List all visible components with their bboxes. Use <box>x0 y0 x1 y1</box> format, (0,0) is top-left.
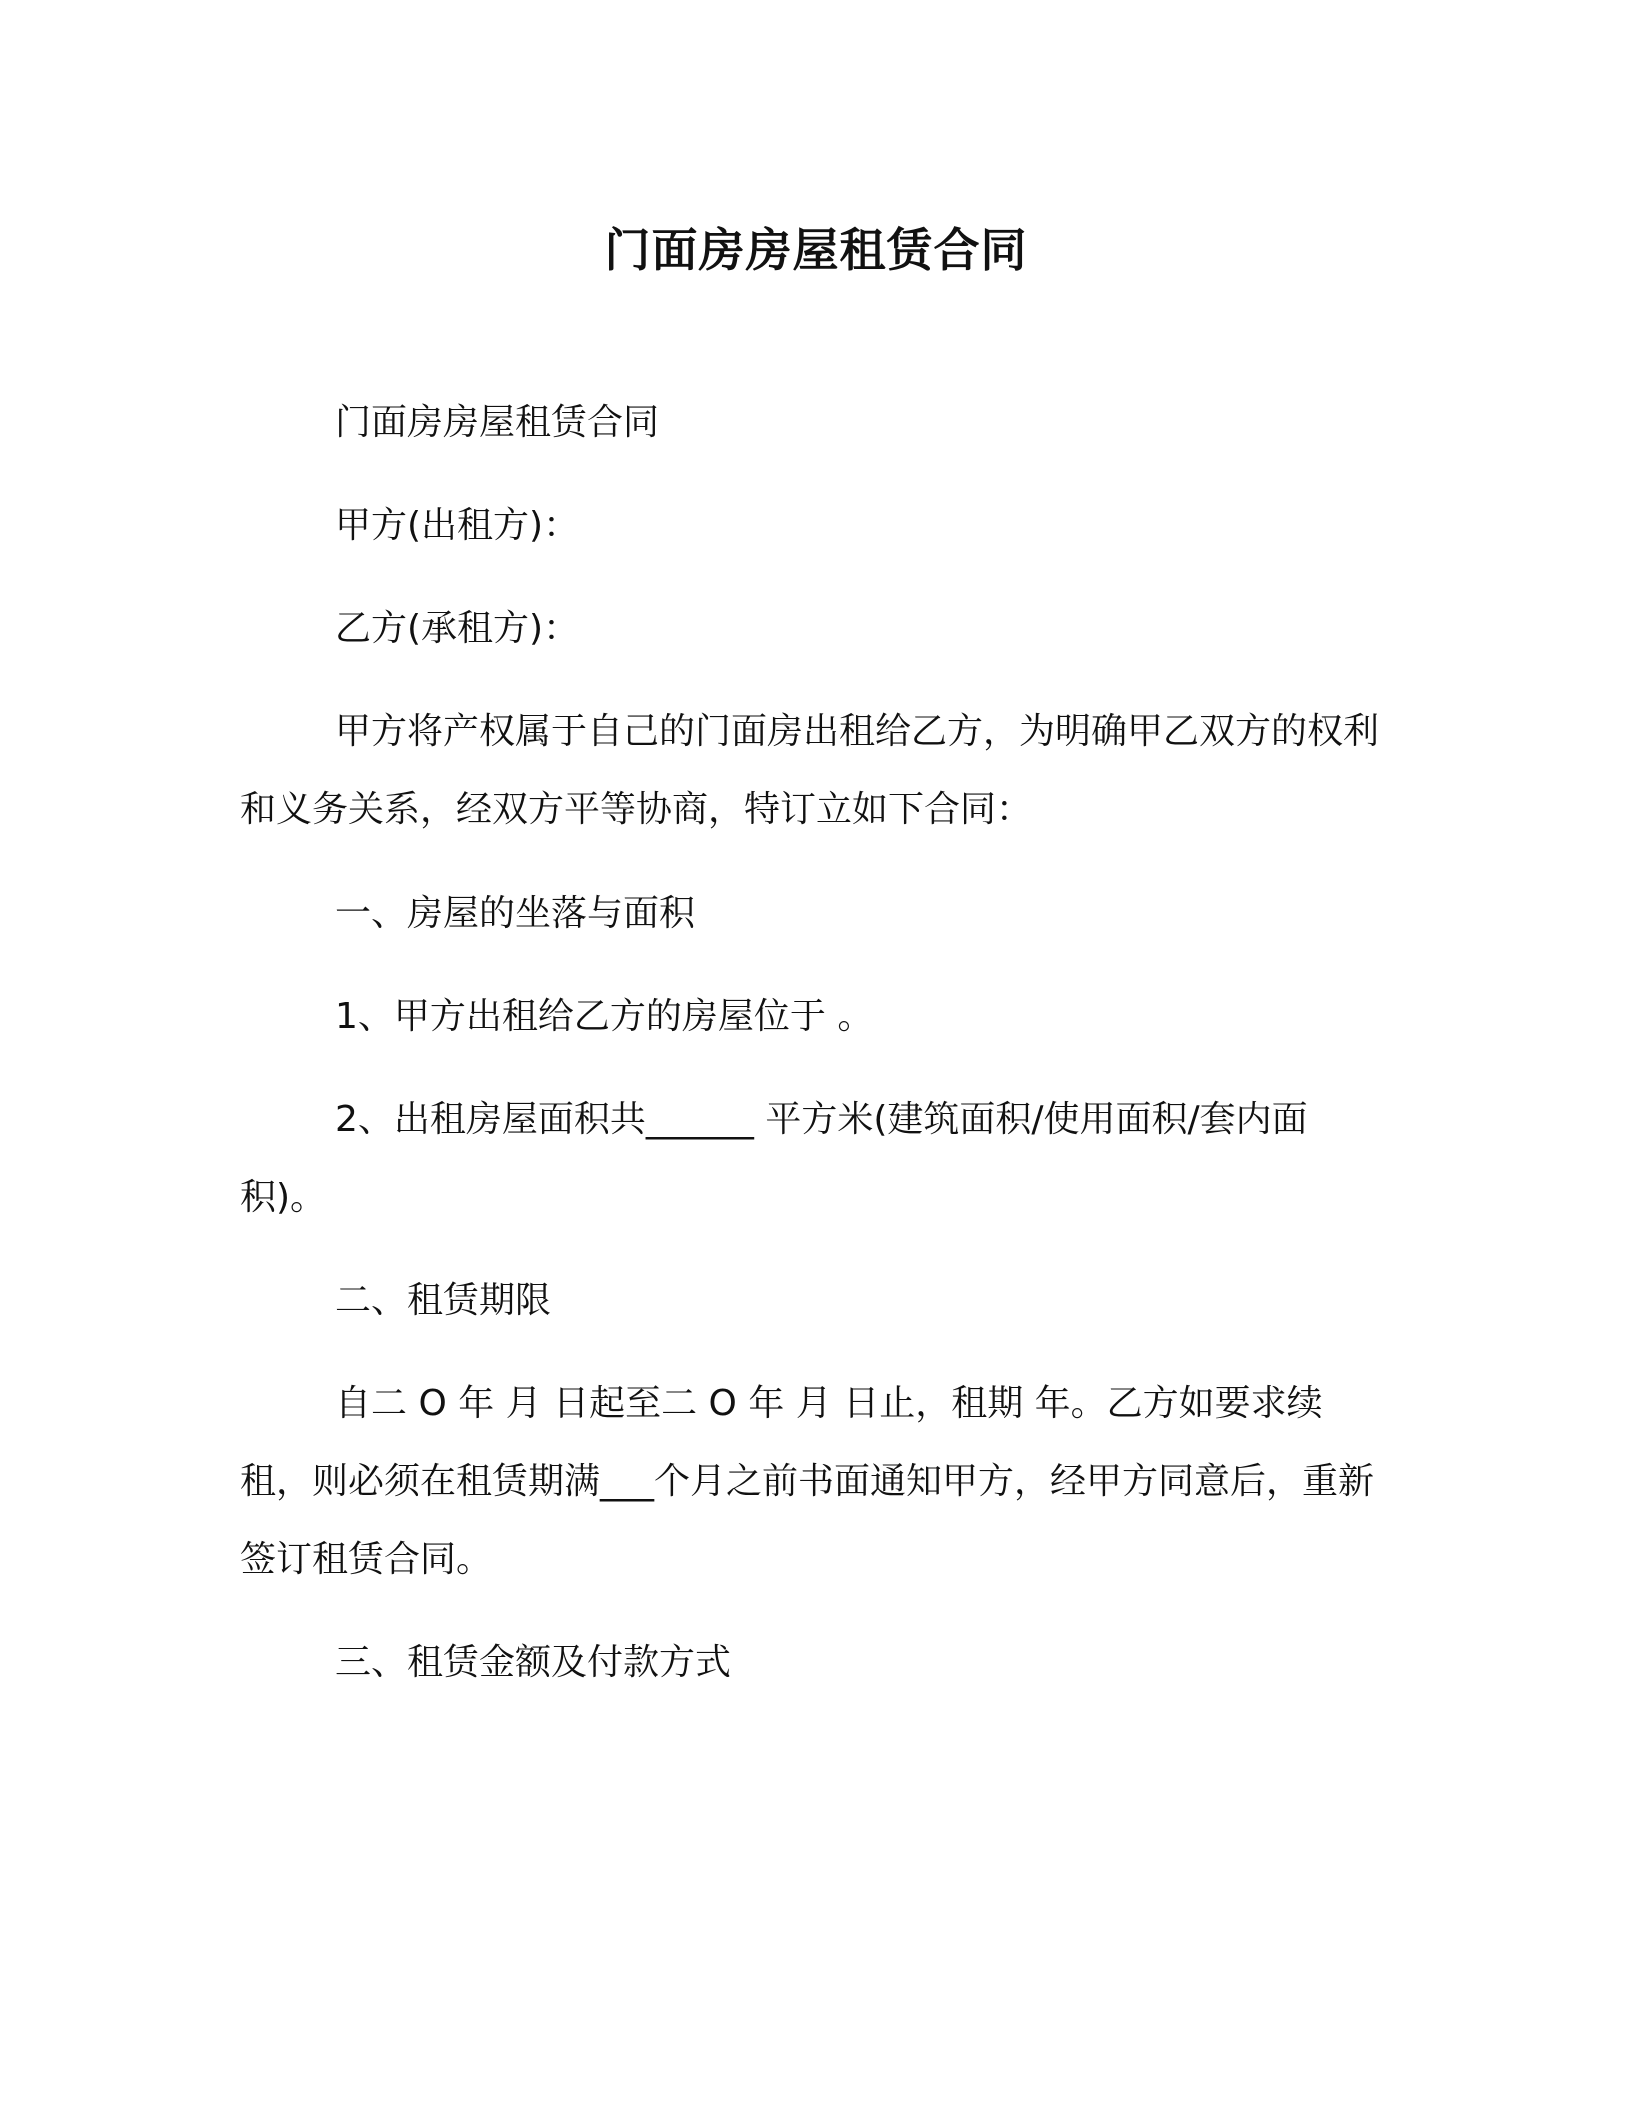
section-heading-rent-payment: 三、租赁金额及付款方式 <box>335 1642 732 1683</box>
clause-1-1: 1、甲方出租给乙方的房屋位于 。 <box>335 996 874 1037</box>
paragraph-preamble: 甲方将产权属于自己的门面房出租给乙方，为明确甲乙双方的权利和义务关系，经双方平等协商，特订立如下合同： <box>240 711 1380 830</box>
section-heading-lease-term: 二、租赁期限 <box>335 1280 552 1321</box>
section-heading-location-area: 一、房屋的坐落与面积 <box>335 893 696 934</box>
paragraph-subtitle: 门面房房屋租赁合同 <box>335 402 660 443</box>
paragraph-party-b: 乙方(承租方)： <box>335 608 580 649</box>
paragraph-party-a: 甲方(出租方)： <box>335 505 580 546</box>
document-title: 门面房房屋租赁合同 <box>604 223 1028 277</box>
clause-lease-term: 自二 O 年 月 日起至二 O 年 月 日止，租期 年。乙方如要求续租，则必须在租赁期满___个月之前书面通知甲方，经甲方同意后，重新签订租赁合同。 <box>240 1383 1375 1580</box>
clause-1-2: 2、出租房屋面积共______ 平方米(建筑面积/使用面积/套内面积)。 <box>240 1099 1308 1218</box>
